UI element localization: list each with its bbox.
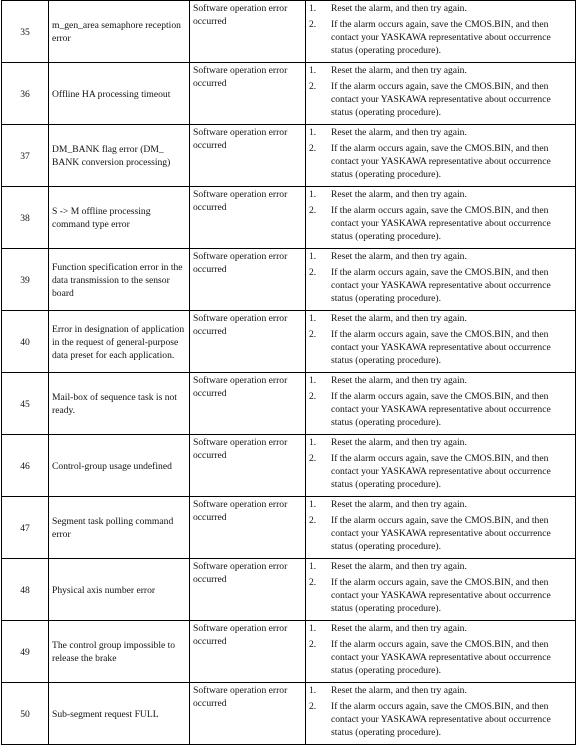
step-text-1: Reset the alarm, and then try again. [331,437,467,448]
alarm-message: Physical axis number error [49,559,190,621]
remedy-step-1 [309,374,572,387]
step-number-2: 2. [309,701,317,712]
step-text-2: If the alarm occurs again, save the CMOS.BIN, and then contact your YASKAWA representative about occurrence status (operating procedure). [331,391,551,428]
step-text-2: If the alarm occurs again, save the CMOS.BIN, and then contact your YASKAWA representative about occurrence status (operating procedure). [331,701,551,738]
alarm-code: 46 [2,435,49,497]
remedy-step-2 [309,328,572,367]
step-text-1: Reset the alarm, and then try again. [331,499,467,510]
alarm-message: The control group impossible to release the brake [49,621,190,683]
step-text-1: Reset the alarm, and then try again. [331,375,467,386]
step-number-1: 1. [309,499,317,510]
remedy-step-1 [309,312,572,325]
remedy-step-2 [309,700,572,739]
alarm-message: Offline HA processing timeout [49,63,190,125]
alarm-remedy [306,621,576,683]
alarm-cause: Software operation error occurred [190,187,306,249]
step-text-1: Reset the alarm, and then try again. [331,127,467,138]
alarm-remedy [306,187,576,249]
alarm-code: 40 [2,311,49,373]
remedy-step-1 [309,64,572,77]
alarm-cause: Software operation error occurred [190,559,306,621]
remedy-step-1 [309,2,572,15]
step-number-2: 2. [309,515,317,526]
step-number-1: 1. [309,3,317,14]
alarm-cause: Software operation error occurred [190,683,306,745]
alarm-cause: Software operation error occurred [190,63,306,125]
step-text-2: If the alarm occurs again, save the CMOS.BIN, and then contact your YASKAWA representative about occurrence status (operating procedure). [331,329,551,366]
step-text-1: Reset the alarm, and then try again. [331,561,467,572]
table-row [2,311,576,373]
remedy-step-2 [309,638,572,677]
alarm-code: 38 [2,187,49,249]
step-text-2: If the alarm occurs again, save the CMOS.BIN, and then contact your YASKAWA representative about occurrence status (operating procedure). [331,577,551,614]
alarm-remedy [306,249,576,311]
step-number-2: 2. [309,391,317,402]
remedy-step-2 [309,142,572,181]
alarm-remedy [306,311,576,373]
alarm-cause: Software operation error occurred [190,435,306,497]
remedy-step-1 [309,498,572,511]
alarm-message: DM_BANK flag error (DM_ BANK conversion processing) [49,125,190,187]
alarm-remedy [306,683,576,745]
alarm-remedy [306,435,576,497]
alarm-remedy [306,63,576,125]
remedy-step-2 [309,80,572,119]
alarm-code: 49 [2,621,49,683]
alarm-cause: Software operation error occurred [190,1,306,63]
alarm-cause: Software operation error occurred [190,311,306,373]
alarm-remedy [306,559,576,621]
alarm-cause: Software operation error occurred [190,497,306,559]
alarm-code: 50 [2,683,49,745]
alarm-cause: Software operation error occurred [190,125,306,187]
table-row [2,373,576,435]
step-text-2: If the alarm occurs again, save the CMOS.BIN, and then contact your YASKAWA representative about occurrence status (operating procedure). [331,267,551,304]
remedy-step-2 [309,18,572,57]
remedy-step-2 [309,204,572,243]
remedy-step-1 [309,560,572,573]
step-number-2: 2. [309,267,317,278]
step-number-1: 1. [309,685,317,696]
step-number-1: 1. [309,623,317,634]
alarm-message: Control-group usage undefined [49,435,190,497]
remedy-step-2 [309,514,572,553]
step-text-2: If the alarm occurs again, save the CMOS.BIN, and then contact your YASKAWA representative about occurrence status (operating procedure). [331,453,551,490]
alarm-table [1,0,576,745]
remedy-step-1 [309,126,572,139]
alarm-code: 39 [2,249,49,311]
step-text-2: If the alarm occurs again, save the CMOS.BIN, and then contact your YASKAWA representative about occurrence status (operating procedure). [331,515,551,552]
table-row [2,63,576,125]
table-row [2,497,576,559]
table-row [2,1,576,63]
table-row [2,125,576,187]
alarm-table-body [2,1,576,745]
alarm-message: Function specification error in the data transmission to the sensor board [49,249,190,311]
remedy-step-1 [309,250,572,263]
step-number-1: 1. [309,65,317,76]
step-text-2: If the alarm occurs again, save the CMOS.BIN, and then contact your YASKAWA representative about occurrence status (operating procedure). [331,639,551,676]
remedy-step-2 [309,452,572,491]
step-number-1: 1. [309,313,317,324]
alarm-message: Error in designation of application in the request of general-purpose data preset for each application. [49,311,190,373]
remedy-step-1 [309,188,572,201]
alarm-cause: Software operation error occurred [190,249,306,311]
step-text-1: Reset the alarm, and then try again. [331,313,467,324]
step-number-2: 2. [309,329,317,340]
alarm-cause: Software operation error occurred [190,621,306,683]
step-text-1: Reset the alarm, and then try again. [331,189,467,200]
step-number-1: 1. [309,561,317,572]
alarm-remedy [306,125,576,187]
table-row [2,187,576,249]
step-number-2: 2. [309,577,317,588]
step-number-1: 1. [309,127,317,138]
step-text-1: Reset the alarm, and then try again. [331,251,467,262]
step-number-2: 2. [309,81,317,92]
step-text-1: Reset the alarm, and then try again. [331,685,467,696]
step-number-1: 1. [309,437,317,448]
step-number-2: 2. [309,143,317,154]
step-number-1: 1. [309,375,317,386]
step-text-1: Reset the alarm, and then try again. [331,623,467,634]
step-number-2: 2. [309,639,317,650]
remedy-step-1 [309,436,572,449]
step-number-2: 2. [309,205,317,216]
step-text-1: Reset the alarm, and then try again. [331,3,467,14]
alarm-remedy [306,497,576,559]
step-number-1: 1. [309,251,317,262]
alarm-code: 36 [2,63,49,125]
alarm-message: S -> M offline processing command type error [49,187,190,249]
remedy-step-1 [309,622,572,635]
table-row [2,621,576,683]
table-row [2,249,576,311]
alarm-code: 35 [2,1,49,63]
step-text-2: If the alarm occurs again, save the CMOS.BIN, and then contact your YASKAWA representative about occurrence status (operating procedure). [331,19,551,56]
alarm-code: 47 [2,497,49,559]
step-number-2: 2. [309,19,317,30]
remedy-step-1 [309,684,572,697]
alarm-code: 45 [2,373,49,435]
alarm-remedy [306,373,576,435]
alarm-cause: Software operation error occurred [190,373,306,435]
step-text-2: If the alarm occurs again, save the CMOS.BIN, and then contact your YASKAWA representative about occurrence status (operating procedure). [331,143,551,180]
table-row [2,683,576,745]
alarm-code: 37 [2,125,49,187]
alarm-code: 48 [2,559,49,621]
step-text-1: Reset the alarm, and then try again. [331,65,467,76]
step-number-2: 2. [309,453,317,464]
table-row [2,435,576,497]
alarm-message: Mail-box of sequence task is not ready. [49,373,190,435]
remedy-step-2 [309,390,572,429]
remedy-step-2 [309,576,572,615]
table-row [2,559,576,621]
remedy-step-2 [309,266,572,305]
alarm-message: m_gen_area semaphore reception error [49,1,190,63]
step-text-2: If the alarm occurs again, save the CMOS.BIN, and then contact your YASKAWA representative about occurrence status (operating procedure). [331,205,551,242]
alarm-message: Sub-segment request FULL [49,683,190,745]
alarm-remedy [306,1,576,63]
step-text-2: If the alarm occurs again, save the CMOS.BIN, and then contact your YASKAWA representative about occurrence status (operating procedure). [331,81,551,118]
alarm-message: Segment task polling command error [49,497,190,559]
step-number-1: 1. [309,189,317,200]
